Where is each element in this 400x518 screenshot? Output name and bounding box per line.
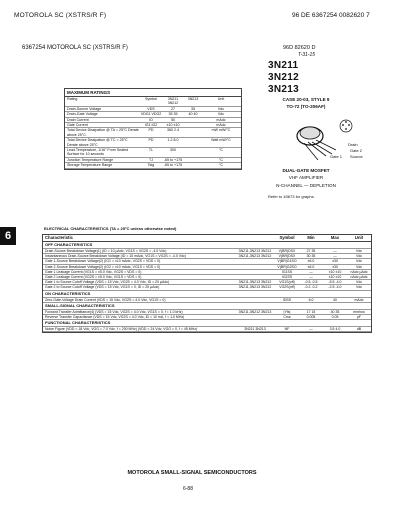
table-cell: Drain-Source Breakdown Voltage(1) (ID = 10 µAdc, VG1S = VG2S = -4.0 Vdc) xyxy=(45,249,167,253)
table-cell: PD xyxy=(148,128,154,133)
table-cell: — xyxy=(309,269,313,274)
electrical-characteristics-table xyxy=(42,234,372,333)
graph-note: Refer to 40673 for graphs. xyxy=(268,194,315,199)
max-ratings-row xyxy=(65,163,241,168)
section-tab: 6 xyxy=(0,227,16,245)
table-cell xyxy=(183,163,203,167)
section-heading: FUNCTIONAL CHARACTERISTICS xyxy=(43,320,371,327)
table-cell: ±10 ±10 xyxy=(328,275,342,280)
table-cell: PD xyxy=(148,138,154,143)
table-cell: Drain-Source Voltage xyxy=(67,106,102,111)
table-cell xyxy=(235,315,275,319)
table-cell: 50 xyxy=(171,117,175,122)
table-cell: V(BR)DSX xyxy=(278,249,296,253)
table-cell xyxy=(183,118,203,122)
table-cell xyxy=(235,265,275,269)
table-cell: °C xyxy=(218,148,224,153)
electrical-header-row xyxy=(43,235,371,242)
table-cell: Gate 2-Source Breakdown Voltage(2) (IG2 = ±10 mAdc, VG1S = VDS = 0) xyxy=(45,264,161,269)
table-cell: NF xyxy=(284,327,290,332)
table-cell xyxy=(183,158,203,162)
max-ratings-body xyxy=(65,107,241,169)
table-cell: Crss xyxy=(283,315,291,320)
table-cell: Vdc xyxy=(355,264,363,269)
device-application: VHF AMPLIFIER xyxy=(288,175,324,180)
table-cell: Gate 2 to Source Cutoff Voltage (VDS = 15 Vdc, VG1S = 0, ID = 20 µAdc) xyxy=(45,285,160,290)
table-cell: Forward Transfer Admittance(4) (VDS = 15 Vdc, VG2S = 4.0 Vdc, VG1S = 0, f = 1.0 kHz) xyxy=(45,309,183,314)
table-cell: 3N211,3N212 3N213 xyxy=(238,309,272,314)
table-cell: pF xyxy=(356,315,362,320)
table-cell: Lead Temperature, 1/16" From Seated Surface for 10 seconds xyxy=(67,148,129,157)
table-cell: -0.5 -0.5 xyxy=(304,280,318,285)
table-cell: ±10 ±10 xyxy=(328,269,342,274)
table-cell: 40 35 xyxy=(330,309,340,314)
header-cell: Symbol xyxy=(279,235,295,240)
table-cell: Storage Temperature Range xyxy=(67,163,113,168)
table-cell: Vdc xyxy=(217,112,225,117)
table-cell: 3N211,3N213 3N212 xyxy=(238,249,272,253)
section-heading: SMALL-SIGNAL CHARACTERISTICS xyxy=(43,303,371,310)
table-cell: 17 15 xyxy=(306,309,316,314)
table-cell: Watt mW/°C xyxy=(211,138,231,143)
pin-label-gate1: Gate 1 xyxy=(330,154,343,159)
max-ratings-row xyxy=(65,128,241,138)
table-cell: 0.05 xyxy=(331,315,339,320)
scan-header-left: MOTOROLA SC (XSTRS/R F) xyxy=(14,12,107,19)
header-cell: Characteristic xyxy=(45,235,73,240)
table-cell: Drain Current xyxy=(67,117,89,122)
pin-label-drain: Drain xyxy=(348,142,358,147)
table-cell: -0.2 -0.2 xyxy=(304,285,318,290)
table-cell: |Yfs| xyxy=(283,309,291,314)
table-cell: IG1 IG2 xyxy=(144,123,158,128)
table-cell: mAdc xyxy=(216,117,226,122)
max-ratings-row xyxy=(65,148,241,158)
table-cell: VDG1 VDG2 xyxy=(140,112,162,117)
table-cell: Noise Figure (VDD = 18 Vdc, VGG = 7.0 Vdc, f = 200 MHz) (VDD = 24 Vdc, VGG = 0, f = 45 MHz) xyxy=(45,327,198,332)
part-number-1: 3N211 xyxy=(268,60,299,71)
table-cell: TJ xyxy=(149,157,153,162)
table-cell: 360 2.4 xyxy=(167,128,179,133)
table-cell: Junction Temperature Range xyxy=(67,157,114,162)
page-number: 6-88 xyxy=(182,486,193,492)
table-cell: mmhos xyxy=(353,309,365,314)
header-cell: Max xyxy=(330,235,340,240)
table-cell: 27 xyxy=(171,106,175,111)
table-cell: V(BR)G1SO xyxy=(277,259,297,264)
pin-label-gate2: Gate 2 xyxy=(350,148,363,153)
electrical-title: ELECTRICAL CHARACTERISTICS (TA = 25°C unless otherwise noted) xyxy=(44,226,177,231)
header-cell xyxy=(235,235,275,241)
table-cell: 0.005 xyxy=(306,315,316,320)
table-cell: IG2SS xyxy=(281,275,293,280)
table-cell xyxy=(235,298,275,302)
table-cell: mAdc xyxy=(216,123,226,128)
table-cell xyxy=(235,259,275,263)
part-number-2: 3N212 xyxy=(268,72,299,83)
table-cell: -2.5 -4.0 xyxy=(328,285,342,290)
header-cell: Min xyxy=(307,235,315,240)
header-cell: Unit xyxy=(354,235,364,240)
table-cell: 40 40 xyxy=(188,112,198,117)
table-cell: °C xyxy=(218,163,224,168)
table-cell: ±30 xyxy=(332,259,338,264)
table-cell: Drain-Gate Voltage xyxy=(67,112,98,117)
table-cell: Vdc xyxy=(355,254,363,259)
section-heading: OFF CHARACTERISTICS xyxy=(43,242,371,249)
table-cell: Zero-Gate-Voltage Drain Current (VDS = 15 Vdc, VG2S = 4.0 Vdc, VG1S = 0) xyxy=(45,297,166,302)
table-cell: 27 35 xyxy=(306,249,316,253)
page-footer: MOTOROLA SMALL-SIGNAL SEMICONDUCTORS xyxy=(127,470,257,476)
table-cell: — xyxy=(333,249,337,253)
case-number: CASE 20-03, STYLE 9 xyxy=(282,97,330,102)
table-cell: Vdc xyxy=(355,249,363,253)
table-cell: ±6.0 xyxy=(307,259,315,264)
doc-header-right: 96D 82620 D xyxy=(283,45,316,51)
max-ratings-title: MAXIMUM RATINGS xyxy=(65,89,241,97)
table-cell xyxy=(183,128,203,137)
table-cell: VG2S(off) xyxy=(279,285,295,290)
table-cell: dB xyxy=(356,327,362,332)
table-cell: — xyxy=(309,275,313,280)
table-cell: Total Device Dissipation @ TC = 25°C Derate above 25°C xyxy=(67,138,128,147)
table-cell: Vdc xyxy=(355,259,363,264)
table-cell: IG1SS xyxy=(281,269,293,274)
table-cell: Total Device Dissipation @ TA = 25°C Derate above 25°C xyxy=(67,128,139,137)
table-cell: Vdc xyxy=(217,106,225,111)
table-cell: 3N211,3N213 3N212 xyxy=(238,285,272,290)
header-cell: Unit xyxy=(217,97,225,101)
table-cell: 35 xyxy=(191,106,195,111)
doc-header-stamp: T-31-15 xyxy=(298,52,316,58)
max-ratings-table xyxy=(64,88,242,170)
table-cell: Gate 1-Source Breakdown Voltage(2) (IG1 = ±10 mAdc, VG2S = VDS = 0) xyxy=(45,259,161,264)
table-cell: 300 xyxy=(170,148,176,153)
table-cell: IDSS xyxy=(282,297,292,302)
table-cell: mAdc xyxy=(354,297,364,302)
table-cell: °C xyxy=(218,157,224,162)
table-cell: — xyxy=(309,327,313,332)
section-heading: ON CHARACTERISTICS xyxy=(43,291,371,298)
table-cell: TL xyxy=(148,148,154,153)
table-cell xyxy=(183,138,203,147)
header-cell: Symbol xyxy=(145,97,157,101)
table-cell: 35 35 xyxy=(168,112,178,117)
table-cell: Vdc xyxy=(355,285,363,290)
table-cell: 1.2 8.0 xyxy=(167,138,179,143)
table-cell: ±6.0 xyxy=(307,264,315,269)
table-cell: 30 35 xyxy=(306,254,316,259)
header-cell: Rating xyxy=(67,97,78,101)
table-cell xyxy=(183,123,203,127)
table-cell: Vdc xyxy=(355,280,363,285)
header-cell: 3N213 xyxy=(187,97,199,101)
table-cell: nAdc µAdc xyxy=(350,275,368,280)
table-cell: Tstg xyxy=(147,163,155,168)
part-number-3: 3N213 xyxy=(268,84,299,95)
table-cell: 3.5 4.0 xyxy=(329,327,341,332)
table-cell: -65 to +175 xyxy=(163,163,183,168)
table-cell: 3N211,3N213 3N212 xyxy=(238,254,272,259)
table-cell: ±10 ±10 xyxy=(166,123,180,128)
table-cell: VDS xyxy=(147,106,155,111)
table-cell: ±30 xyxy=(332,264,338,269)
table-cell: Gate 1 to Source Cutoff Voltage (VDS = 15 Vdc, VG2S = 4.0 Vdc, ID = 20 µAdc) xyxy=(45,280,170,285)
table-cell: Gate 1 Leakage Current (VG1S = ±5.0 Vdc, VG2S = VDS = 0) xyxy=(45,269,142,274)
electrical-body xyxy=(43,242,371,332)
header-cell: 3N211 3N212 xyxy=(167,97,179,106)
table-cell: ID xyxy=(149,117,153,122)
doc-header-left: 6367254 MOTOROLA SC (XSTRS/R F) xyxy=(22,45,128,51)
max-ratings-header-row xyxy=(65,97,241,107)
table-cell: -5.5 -4.0 xyxy=(328,280,342,285)
case-package: TO-72 (TO-206AF) xyxy=(286,104,326,109)
table-cell: Gate 2 Leakage Current (VG2S = ±5.0 Vdc, VG1S = VDS = 0) xyxy=(45,275,142,280)
table-cell: -65 to +175 xyxy=(163,157,183,162)
max-ratings-row xyxy=(65,138,241,148)
table-cell: 40 xyxy=(333,297,337,302)
table-cell: VG1S(off) xyxy=(279,280,295,285)
table-cell: V(BR)G2SO xyxy=(277,264,297,269)
table-cell xyxy=(183,148,203,157)
table-cell: V(BR)DSX xyxy=(278,254,296,259)
table-cell: Reverse Transfer Capacitance (VDS = 15 Vdc, VG2S = 4.0 Vdc, ID = 10 mA, f = 1.0 MHz) xyxy=(45,315,185,320)
table-cell: 3N211 3N213 xyxy=(244,327,266,332)
device-type: DUAL-GATE MOSFET xyxy=(282,168,330,173)
channel-type: N-CHANNEL — DEPLETION xyxy=(276,183,336,188)
scan-header-right: 96 DE 6367254 0082620 7 xyxy=(292,12,370,19)
table-cell xyxy=(235,270,275,274)
table-cell: 3N211,3N213 3N212 xyxy=(238,280,272,285)
table-cell: 6.0 xyxy=(308,297,314,302)
table-cell: — xyxy=(333,254,337,259)
table-cell xyxy=(235,275,275,279)
table-row xyxy=(43,327,371,332)
table-cell: Gate Current xyxy=(67,123,88,128)
table-cell: mW mW/°C xyxy=(211,128,231,133)
pin-label-source: Source xyxy=(350,154,363,159)
table-cell: Instantaneous Drain-Source Breakdown Voltage (ID = 10 mAdc, VG1S = VG2S = -4.0 Vdc) xyxy=(45,254,186,259)
table-cell: nAdc µAdc xyxy=(350,269,368,274)
